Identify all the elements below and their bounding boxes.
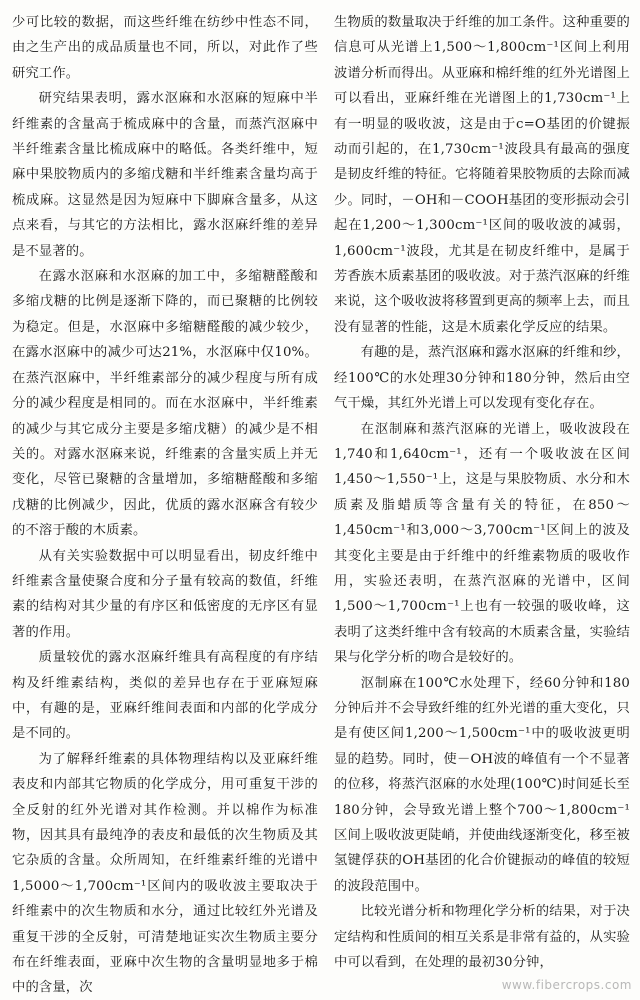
- paragraph: 在露水沤麻和水沤麻的加工中，多缩糖醛酸和多缩戊糖的比例是逐渐下降的，而已聚糖的比例较为稳定。但是，水沤麻中多缩糖醛酸的减少较少，在露水沤麻中的减少可达21%，水沤麻中仅10%。在蒸汽沤麻中，半纤维素部分的减少程度与所有成分的减少程度是相同的。而在水沤麻中，半纤维素的减少与其它成分主要是多缩戊糖）的减少是不相关的。对露水沤麻来说，纤维素的含量实质上并无变化，尽管已聚糖的含量增加，多缩糖醛酸和多缩戊糖的比例减少，因此，优质的露水沤麻含有较少的不溶于酸的木质素。: [12, 269, 318, 539]
- paragraph: 研究结果表明，露水沤麻和水沤麻的短麻中半纤维素的含量高于梳成麻中的含量，而蒸汽沤麻中半纤维素含量比梳成麻中的略低。各类纤维中，短麻中果胶物质内的多缩戊糖和半纤维素含量均高于梳成麻。这显然是因为短麻中下脚麻含量多，从这点来看，与其它的方法相比，露水沤麻纤维的差异是不显著的。: [12, 91, 318, 259]
- site-watermark: www.fibercrops.com: [501, 978, 632, 992]
- paragraph: 质量较优的露水沤麻纤维具有高程度的有序结构及纤维素结构，类似的差异也存在于亚麻短麻中，有趣的是，亚麻纤维间表面和内部的化学成分是不同的。: [12, 650, 318, 742]
- paragraph: 沤制麻在100℃水处理下，经60分钟和180分钟后并不会导致纤维的红外光谱的重大变化，只是有使区间1,200～1,500cm⁻¹中的吸收波更明显的趋势。同时，使－OH波的峰值有一个不显著的位移，将蒸汽沤麻的水处理(100℃)时间延长至180分钟，会导致光谱上整个700～1,800cm⁻¹区间上吸收波更陡峭，并使曲线逐渐变化，移至被氢键俘获的OH基团的化合价键振动的峰值的较短的波段范围中。: [334, 675, 630, 894]
- right-column: [326, 10, 630, 1000]
- paragraph: 生物质的数量取决于纤维的加工条件。这种重要的信息可从光谱上1,500～1,800cm⁻¹区间上利用波谱分析而得出。从亚麻和棉纤维的红外光谱图上可以看出，亚麻纤维在光谱图上的1,730cm⁻¹上有一明显的吸收波，这是由于c=O基团的价键振动而引起的，在1,730cm⁻¹波段具有最高的强度是韧皮纤维的特征。它将随着果胶物质的去除而减少。同时，－OH和－COOH基团的变形振动会引起在1,200～1,300cm⁻¹区间的吸收波的减弱，1,600cm⁻¹波段，尤其是在韧皮纤维中，是属于芳香族木质素基团的吸收波。对于蒸汽沤麻的纤维来说，这个吸收波将移置到更高的频率上去，而且没有显著的性能，这是木质素化学反应的结果。: [334, 15, 630, 335]
- paragraph: 比较光谱分析和物理化学分析的结果，对于决定结构和性质间的相互关系是非常有益的，从实验中可以看到，在处理的最初30分钟，: [334, 904, 630, 971]
- paragraph: 从有关实验数据中可以明显看出，韧皮纤维中纤维素含量使聚合度和分子量有较高的数值，纤维素的结构对其少量的有序区和低密度的无序区有显著的作用。: [12, 548, 318, 640]
- paragraph: 在沤制麻和蒸汽沤麻的光谱上，吸收波段在1,740和1,640cm⁻¹，还有一个吸收波在区间1,450～1,550⁻¹上，这是与果胶物质、水分和木质素及脂蜡质等含量有关的特征，在850～1,450cm⁻¹和3,000～3,700cm⁻¹区间上的波及其变化主要是由于纤维中的纤维素物质的吸收作用，实验还表明，在蒸汽沤麻的光谱中，区间1,500～1,700cm⁻¹上也有一较强的吸收峰，这表明了这类纤维中含有较高的木质素含量，实验结果与化学分析的吻合是较好的。: [334, 421, 630, 666]
- paragraph: 少可比较的数据，而这些纤维在纺纱中性态不同，由之生产出的成品质量也不同，所以，对此作了些研究工作。: [12, 15, 318, 81]
- paragraph: 为了解释纤维素的具体物理结构以及亚麻纤维表皮和内部其它物质的化学成分，用可重复干涉的全反射的红外光谱对其作检测。并以棉作为标准物，因其具有最纯净的表皮和最低的次生物质及其它杂质的含量。众所周知，在纤维素纤维的光谱中1,5000～1,700cm⁻¹区间内的吸收波主要取决于纤维素中的次生物质和水分，通过比较红外光谱及重复干涉的全反射，可清楚地证实次生物质主要分布在纤维表面，亚麻中次生物的含量明显地多于棉中的含量，次: [12, 751, 318, 996]
- paragraph: 有趣的是，蒸汽沤麻和露水沤麻的纤维和纱，经100℃的水处理30分钟和180分钟，然后由空气干燥，其红外光谱上可以发现有变化存在。: [334, 345, 630, 412]
- left-column: [12, 10, 326, 1000]
